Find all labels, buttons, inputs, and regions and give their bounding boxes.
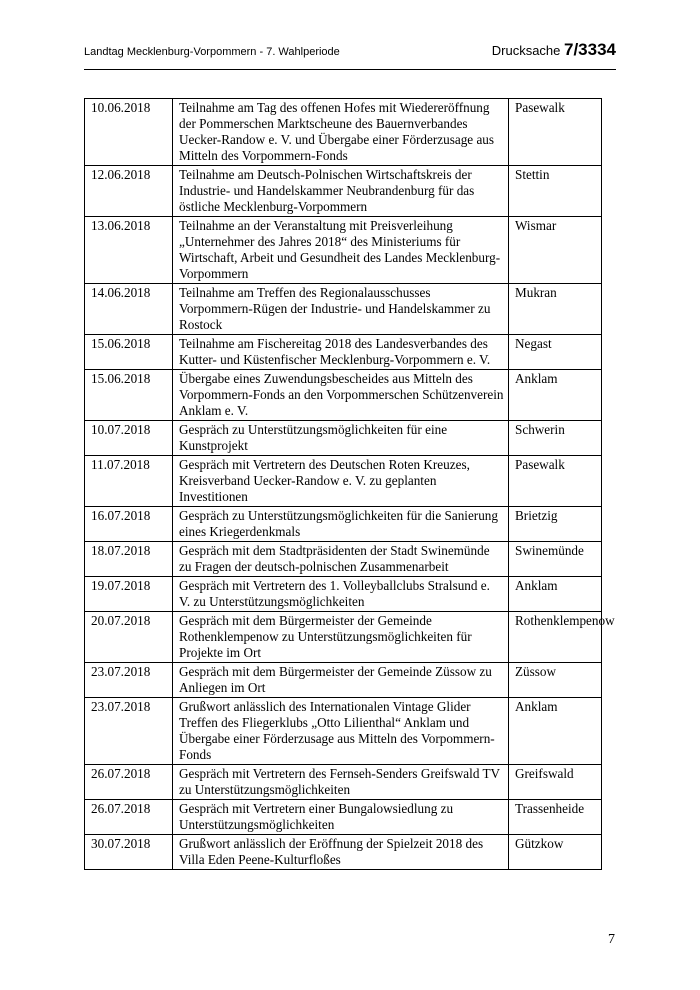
event-date: 15.06.2018 — [85, 370, 173, 421]
event-place: Mukran — [509, 284, 602, 335]
event-date: 13.06.2018 — [85, 217, 173, 284]
table-row — [85, 698, 602, 765]
event-place: Gützkow — [509, 835, 602, 870]
header-divider — [84, 69, 616, 70]
event-date: 11.07.2018 — [85, 456, 173, 507]
event-date: 23.07.2018 — [85, 698, 173, 765]
event-date: 19.07.2018 — [85, 577, 173, 612]
table-row — [85, 166, 602, 217]
table-row — [85, 284, 602, 335]
event-date: 12.06.2018 — [85, 166, 173, 217]
table-row — [85, 507, 602, 542]
event-description: Teilnahme am Tag des offenen Hofes mit Wiedereröffnung der Pommerschen Marktscheune des Bauernverbandes Uecker-Randow e. V. und Übergabe einer Förderzusage aus Mitteln des Vorpommern-Fonds — [173, 99, 509, 166]
event-place: Rothenklempenow — [509, 612, 602, 663]
event-date: 16.07.2018 — [85, 507, 173, 542]
table-row — [85, 217, 602, 284]
event-place: Anklam — [509, 698, 602, 765]
event-description: Gespräch mit Vertretern des Fernseh-Senders Greifswald TV zu Unterstützungsmöglichkeiten — [173, 765, 509, 800]
event-date: 30.07.2018 — [85, 835, 173, 870]
event-date: 23.07.2018 — [85, 663, 173, 698]
document-label: Drucksache — [491, 43, 564, 58]
event-date: 10.06.2018 — [85, 99, 173, 166]
event-place: Stettin — [509, 166, 602, 217]
event-description: Gespräch mit dem Bürgermeister der Gemeinde Rothenklempenow zu Unterstützungsmöglichkeiten für Projekte im Ort — [173, 612, 509, 663]
event-place: Negast — [509, 335, 602, 370]
event-description: Grußwort anlässlich des Internationalen Vintage Glider Treffen des Fliegerklubs „Otto Lilienthal“ Anklam und Übergabe einer Förderzusage aus Mitteln des Vorpommern-Fonds — [173, 698, 509, 765]
event-place: Schwerin — [509, 421, 602, 456]
event-date: 10.07.2018 — [85, 421, 173, 456]
event-place: Pasewalk — [509, 99, 602, 166]
event-place: Trassenheide — [509, 800, 602, 835]
page-number: 7 — [608, 932, 615, 947]
event-description: Gespräch mit dem Stadtpräsidenten der Stadt Swinemünde zu Fragen der deutsch-polnischen Zusammenarbeit — [173, 542, 509, 577]
table-row — [85, 835, 602, 870]
header-title: Landtag Mecklenburg-Vorpommern - 7. Wahlperiode — [84, 46, 340, 58]
event-date: 18.07.2018 — [85, 542, 173, 577]
event-place: Züssow — [509, 663, 602, 698]
table-row — [85, 335, 602, 370]
event-place: Greifswald — [509, 765, 602, 800]
table-row — [85, 612, 602, 663]
event-place: Brietzig — [509, 507, 602, 542]
event-description: Teilnahme am Deutsch-Polnischen Wirtschaftskreis der Industrie- und Handelskammer Neubrandenburg für das östliche Mecklenburg-Vorpommern — [173, 166, 509, 217]
event-place: Pasewalk — [509, 456, 602, 507]
table-row — [85, 663, 602, 698]
document-number — [492, 40, 616, 60]
event-place: Anklam — [509, 370, 602, 421]
table-row — [85, 99, 602, 166]
event-description: Gespräch mit Vertretern einer Bungalowsiedlung zu Unterstützungsmöglichkeiten — [173, 800, 509, 835]
table-row — [85, 542, 602, 577]
events-table — [84, 98, 615, 870]
event-description: Teilnahme an der Veranstaltung mit Preisverleihung „Unternehmer des Jahres 2018“ des Ministeriums für Wirtschaft, Arbeit und Gesundheit des Landes Mecklenburg-Vorpommern — [173, 217, 509, 284]
event-date: 26.07.2018 — [85, 800, 173, 835]
document-number-value: 7/3334 — [564, 40, 616, 59]
event-description: Gespräch zu Unterstützungsmöglichkeiten für eine Kunstprojekt — [173, 421, 509, 456]
table-row — [85, 800, 602, 835]
event-description: Gespräch mit Vertretern des Deutschen Roten Kreuzes, Kreisverband Uecker-Randow e. V. zu geplanten Investitionen — [173, 456, 509, 507]
table-row — [85, 765, 602, 800]
table-row — [85, 456, 602, 507]
table-row — [85, 577, 602, 612]
event-date: 14.06.2018 — [85, 284, 173, 335]
event-description: Gespräch mit dem Bürgermeister der Gemeinde Züssow zu Anliegen im Ort — [173, 663, 509, 698]
event-place: Wismar — [509, 217, 602, 284]
event-date: 26.07.2018 — [85, 765, 173, 800]
event-date: 15.06.2018 — [85, 335, 173, 370]
event-description: Gespräch mit Vertretern des 1. Volleyballclubs Stralsund e. V. zu Unterstützungsmöglichkeiten — [173, 577, 509, 612]
event-place: Swinemünde — [509, 542, 602, 577]
table-row — [85, 370, 602, 421]
event-description: Grußwort anlässlich der Eröffnung der Spielzeit 2018 des Villa Eden Peene-Kulturfloßes — [173, 835, 509, 870]
event-description: Teilnahme am Treffen des Regionalausschusses Vorpommern-Rügen der Industrie- und Handelskammer zu Rostock — [173, 284, 509, 335]
table-row — [85, 421, 602, 456]
event-description: Gespräch zu Unterstützungsmöglichkeiten für die Sanierung eines Kriegerdenkmals — [173, 507, 509, 542]
event-description: Übergabe eines Zuwendungsbescheides aus Mitteln des Vorpommern-Fonds an den Vorpommerschen Schützenverein Anklam e. V. — [173, 370, 509, 421]
event-place: Anklam — [509, 577, 602, 612]
event-description: Teilnahme am Fischereitag 2018 des Landesverbandes des Kutter- und Küstenfischer Mecklenburg-Vorpommern e. V. — [173, 335, 509, 370]
event-date: 20.07.2018 — [85, 612, 173, 663]
